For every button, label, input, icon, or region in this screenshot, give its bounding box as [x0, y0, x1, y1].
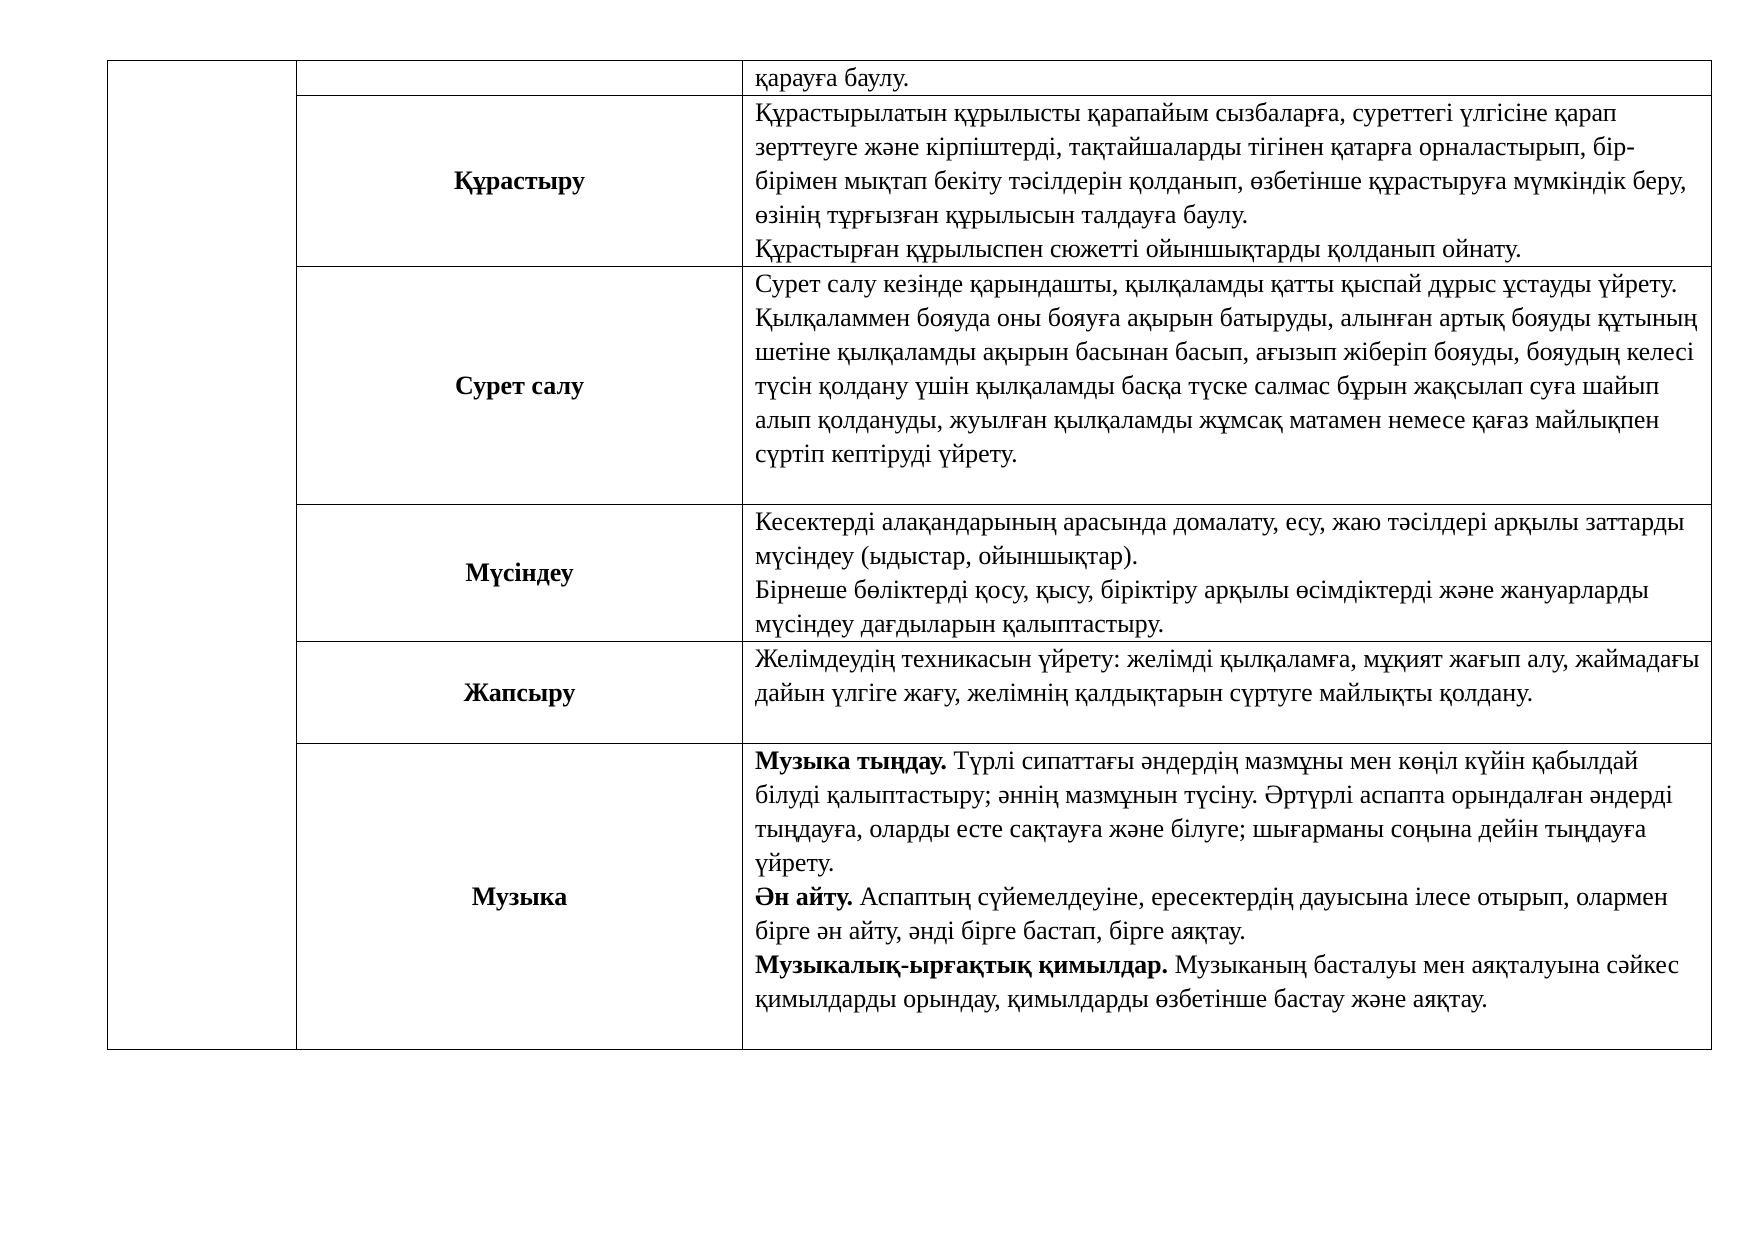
- content-paragraph: [755, 573, 1701, 641]
- content-paragraph: [755, 505, 1701, 573]
- section-cell: [297, 96, 743, 267]
- content-paragraph: [755, 232, 1701, 266]
- paragraph-text: Құрастырған құрылыспен сюжетті ойыншықтарды қолданып ойнату.: [755, 234, 1522, 263]
- table-row: [108, 744, 1712, 1050]
- content-cell: [743, 96, 1712, 267]
- section-cell: [297, 505, 743, 642]
- content-paragraph: [755, 642, 1701, 710]
- table-body: [108, 61, 1712, 1050]
- table-row: [108, 96, 1712, 267]
- section-cell: [297, 267, 743, 505]
- content-cell: [743, 744, 1712, 1050]
- section-title: Жапсыру: [463, 677, 576, 707]
- paragraph-text: Құрастырылатын құрылысты қарапайым сызбаларға, суреттегі үлгісіне қарап зерттеуге және кірпіштерді, тақтайшаларды тігінен қатарға орналастырып, бір-бірімен мықтап бекіту тәсілдерін қолданып, өзбетінше құрастыруға мүмкіндік беру, өзінің тұрғызған құрылысын талдауға баулу.: [755, 98, 1687, 229]
- section-cell: [297, 61, 743, 96]
- table-row: [108, 61, 1712, 96]
- content-paragraph: [755, 96, 1701, 232]
- section-title: Құрастыру: [453, 166, 586, 195]
- content-paragraph: [755, 61, 1701, 95]
- table-row: [108, 267, 1712, 505]
- section-title: Мүсіндеу: [465, 558, 574, 587]
- age-group-cell: [108, 61, 297, 1050]
- paragraph-lead: Ән айту.: [755, 882, 853, 911]
- content-cell: [743, 267, 1712, 505]
- paragraph-text: Сурет салу кезінде қарындашты, қылқаламды қатты қыспай дұрыс ұстауды үйрету. Қылқаламмен бояуда оны бояуға ақырын батыруды, алынған артық бояуды құтының шетіне қылқаламды ақырын басынан басып, ағызып жіберіп бояуды, бояудың келесі түсін қолдану үшін қылқаламды басқа түске салмас бұрын жақсылап суға шайып алып қолдануды, жуылған қылқаламды жұмсақ матамен немесе қағаз майлықпен сүртіп кептіруді үйрету.: [755, 269, 1698, 468]
- paragraph-text: қарауға баулу.: [755, 63, 910, 92]
- section-cell: [297, 642, 743, 744]
- paragraph-text: Аспаптың сүйемелдеуіне, ересектердің дауысына ілесе отырып, олармен бірге ән айту, әнді бірге бастап, бірге аяқтау.: [755, 882, 1668, 945]
- paragraph-lead: Музыкалық-ырғақтық қимылдар.: [755, 950, 1169, 979]
- paragraph-text: Музыканың басталуы мен аяқталуына сәйкес қимылдарды орындау, қимылдарды өзбетінше бастау және аяқтау.: [755, 950, 1680, 1013]
- paragraph-lead: Музыка тыңдау.: [755, 746, 947, 775]
- section-cell: [297, 744, 743, 1050]
- section-title: Сурет салу: [454, 370, 585, 400]
- content-paragraph: [755, 948, 1701, 1016]
- content-cell: [743, 61, 1712, 96]
- paragraph-text: Бірнеше бөліктерді қосу, қысу, біріктіру арқылы өсімдіктерді және жануарларды мүсіндеу дағдыларын қалыптастыру.: [755, 575, 1649, 638]
- table-row: [108, 642, 1712, 744]
- table-row: [108, 505, 1712, 642]
- paragraph-text: Кесектерді алақандарының арасында домалату, есу, жаю тәсілдері арқылы заттарды мүсіндеу (ыдыстар, ойыншықтар).: [755, 507, 1685, 570]
- content-paragraph: [755, 880, 1701, 948]
- content-paragraph: [755, 267, 1701, 471]
- curriculum-table: [107, 60, 1712, 1050]
- paragraph-text: Желімдеудің техникасын үйрету: желімді қылқаламға, мұқият жағып алу, жаймадағы дайын үлгіге жағу, желімнің қалдықтарын сүртуге майлықты қолдану.: [755, 644, 1700, 707]
- section-title: Музыка: [471, 881, 568, 911]
- content-cell: [743, 642, 1712, 744]
- content-paragraph: [755, 744, 1701, 880]
- paragraph-text: Түрлі сипаттағы әндердің мазмұны мен көңіл күйін қабылдай білуді қалыптастыру; әннің мазмұнын түсіну. Әртүрлі аспапта орындалған әндерді тыңдауға, оларды есте сақтауға және білуге; шығарманы соңына дейін тыңдауға үйрету.: [755, 746, 1673, 877]
- content-cell: [743, 505, 1712, 642]
